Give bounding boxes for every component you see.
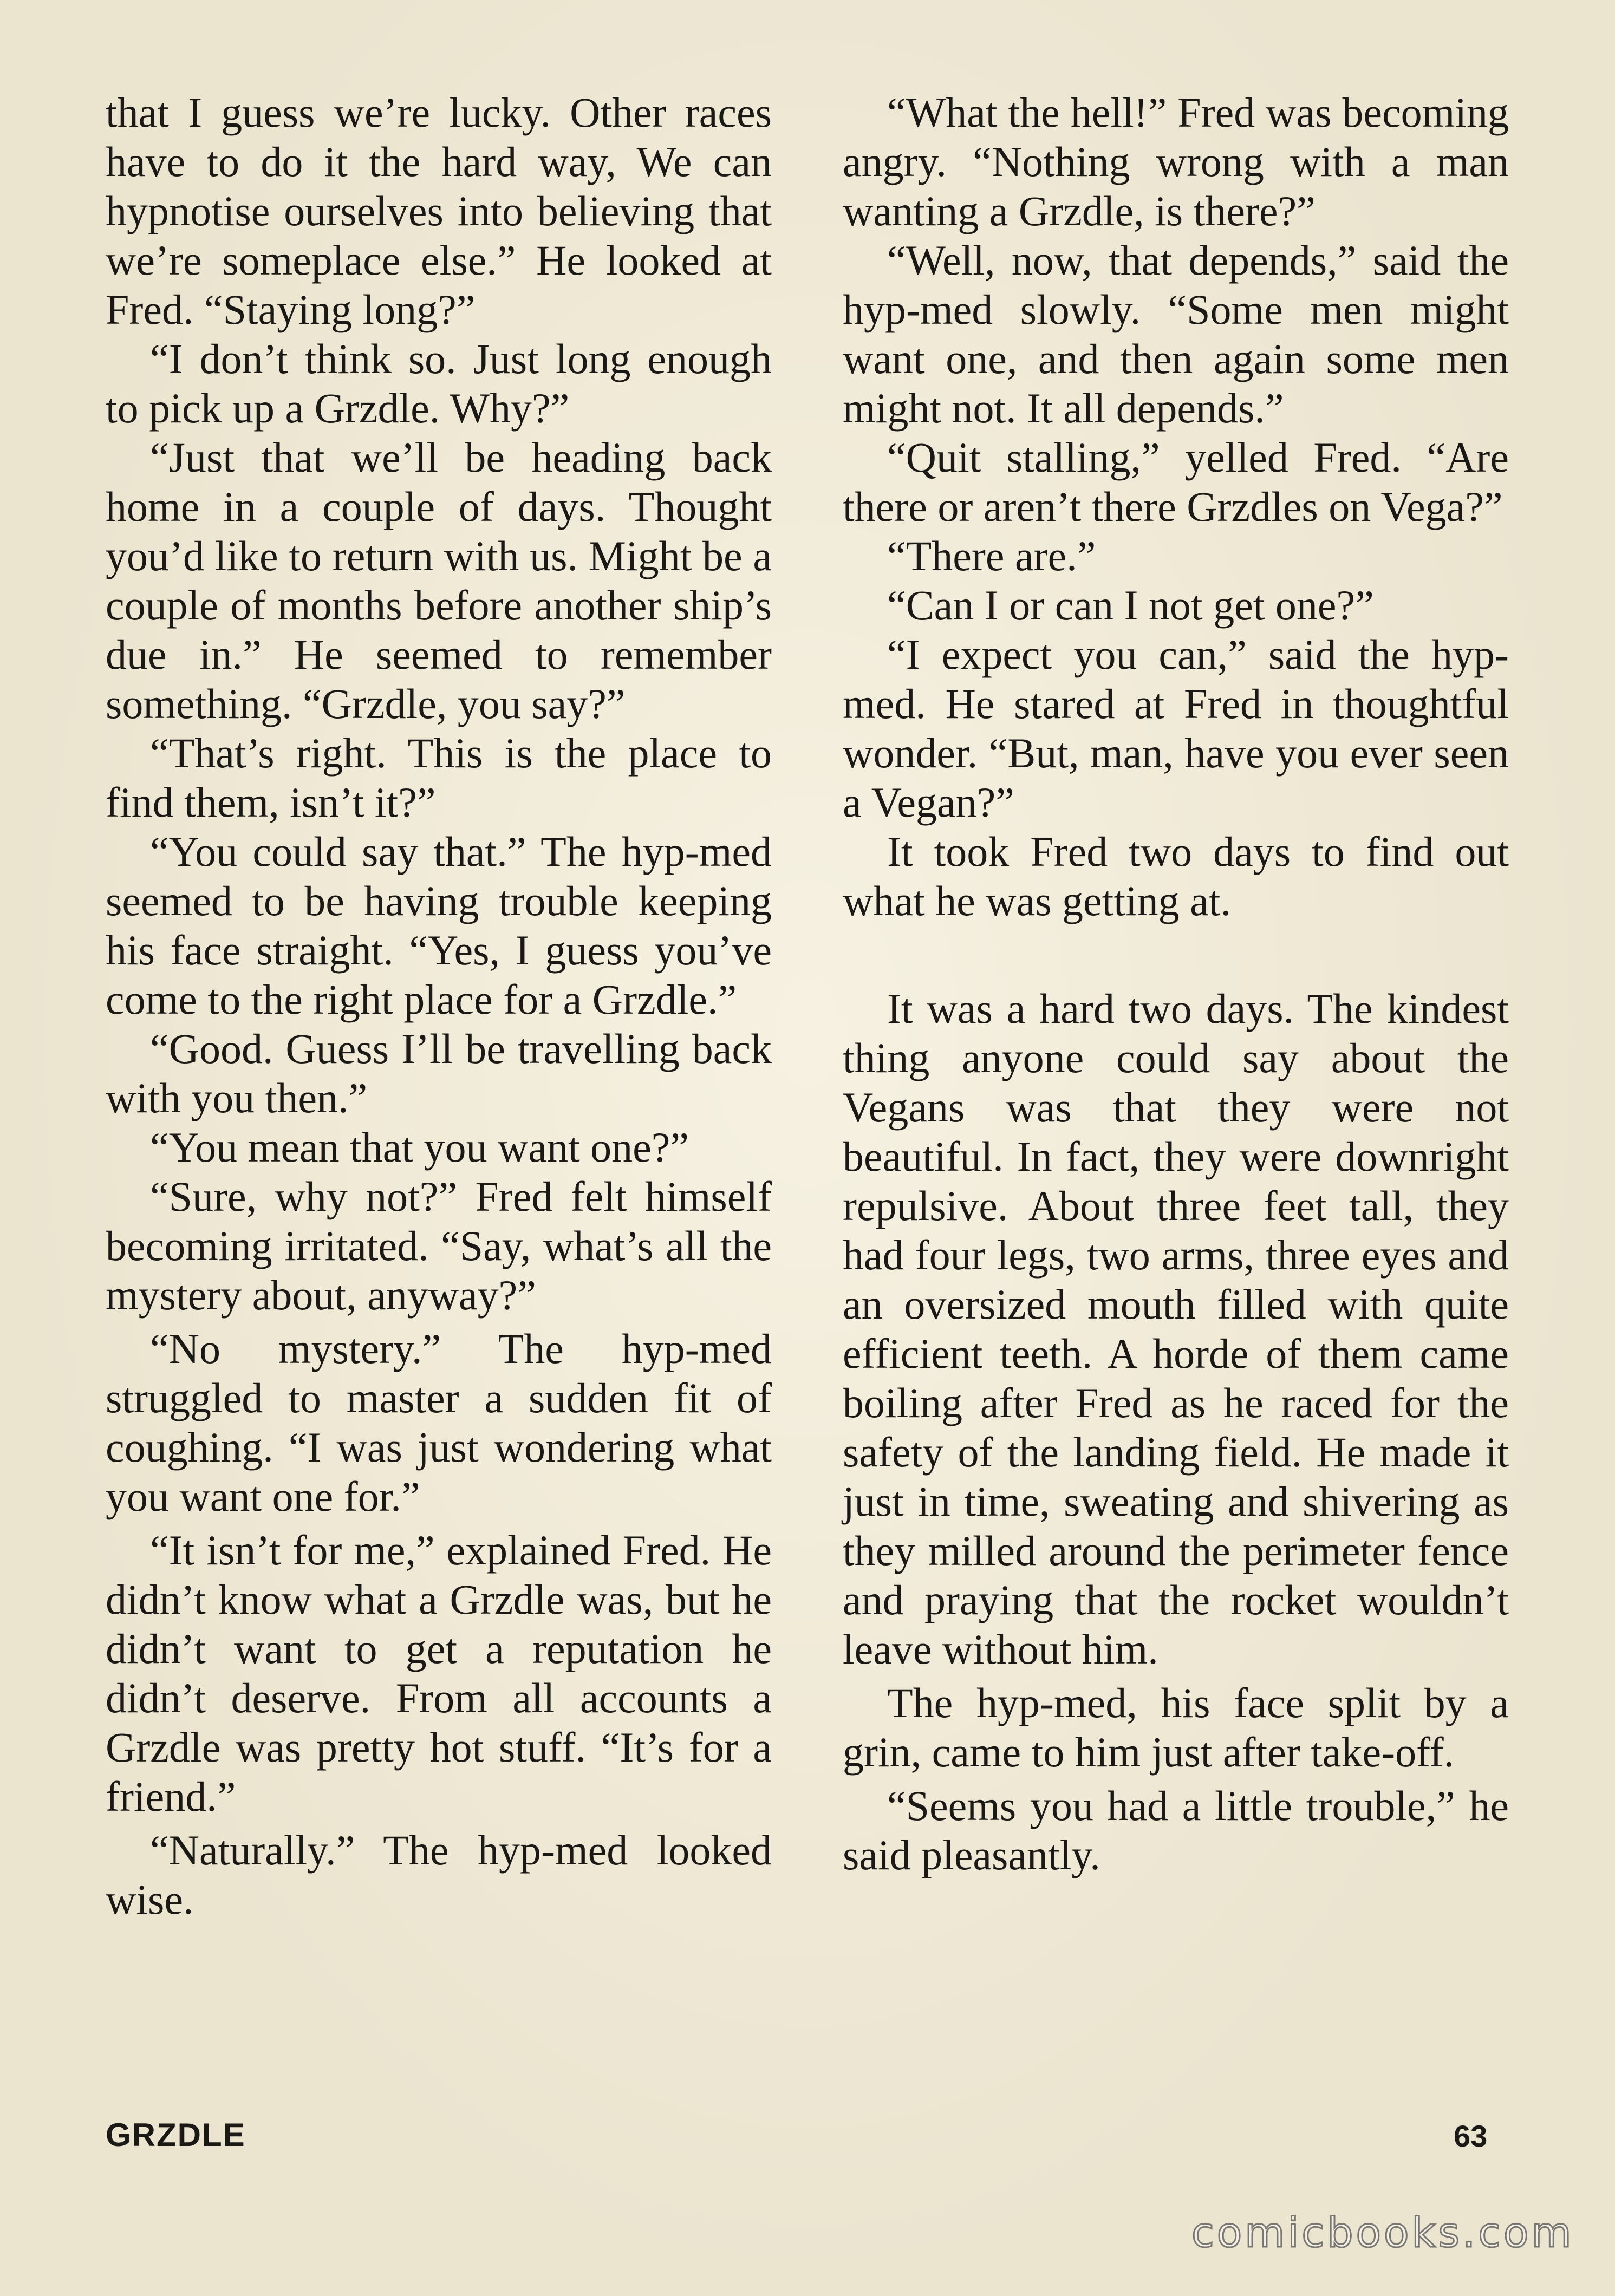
- paragraph: “That’s right. This is the place to find them, isn’t it?”: [106, 729, 772, 826]
- paragraph: The hyp-med, his face split by a grin, came to him just after take-off.: [843, 1679, 1509, 1776]
- watermark: comicbooks.com: [1191, 2208, 1574, 2256]
- paragraph: “Sure, why not?” Fred felt himself becoming irritated. “Say, what’s all the mystery about, anyway?”: [106, 1173, 772, 1319]
- paragraph: “Quit stalling,” yelled Fred. “Are there or aren’t there Grzdles on Vega?”: [843, 434, 1509, 530]
- paragraph: It took Fred two days to find out what he was getting at.: [843, 828, 1509, 924]
- paragraph: “Well, now, that depends,” said the hyp-med slowly. “Some men might want one, and then again some men might not. It all depends.”: [843, 237, 1509, 432]
- paragraph: “No mystery.” The hyp-med struggled to master a sudden fit of coughing. “I was just wondering what you want one for.”: [106, 1325, 772, 1520]
- paragraph: “Good. Guess I’ll be travelling back with you then.”: [106, 1025, 772, 1121]
- paragraph: “Can I or can I not get one?”: [887, 582, 1374, 629]
- running-footer-title: GRZDLE: [106, 2117, 246, 2153]
- left-text-column: [106, 88, 772, 1924]
- page-number: 63: [1454, 2119, 1488, 2153]
- paragraph: “Seems you had a little trouble,” he said pleasantly.: [843, 1782, 1509, 1878]
- paragraph: “You mean that you want one?”: [150, 1124, 689, 1171]
- paragraph: “Naturally.” The hyp-med looked wise.: [106, 1827, 772, 1923]
- paragraph: “You could say that.” The hyp-med seemed to be having trouble keeping his face straight. “Yes, I guess you’ve come to the right place for a Grzdle.”: [106, 828, 772, 1023]
- paragraph: that I guess we’re lucky. Other races have to do it the hard way, We can hypnotise ourselves into believing that we’re someplace else.” He looked at Fred. “Staying long?”: [106, 89, 772, 333]
- paragraph: “I expect you can,” said the hyp-med. He stared at Fred in thoughtful wonder. “But, man, have you ever seen a Vegan?”: [843, 631, 1509, 826]
- paragraph: It was a hard two days. The kindest thing anyone could say about the Vegans was that they were not beautiful. In fact, they were downright repulsive. About three feet tall, they had four legs, two arms, three eyes and an oversized mouth filled with quite efficient teeth. A horde of them came boiling after Fred as he raced for the safety of the landing field. He made it just in time, sweating and shivering as they milled around the perimeter fence and praying that the rocket wouldn’t leave without him.: [843, 985, 1509, 1673]
- right-text-column: [843, 88, 1509, 1880]
- paragraph: “What the hell!” Fred was becoming angry. “Nothing wrong with a man wanting a Grzdle, is there?”: [843, 89, 1509, 234]
- paragraph: “It isn’t for me,” explained Fred. He didn’t know what a Grzdle was, but he didn’t want to get a reputation he didn’t deserve. From all accounts a Grzdle was pretty hot stuff. “It’s for a friend.”: [106, 1527, 772, 1820]
- paragraph: “There are.”: [887, 532, 1096, 579]
- paragraph: “I don’t think so. Just long enough to pick up a Grzdle. Why?”: [106, 335, 772, 432]
- paragraph: “Just that we’ll be heading back home in a couple of days. Thought you’d like to return with us. Might be a couple of months before another ship’s due in.” He seemed to remember something. “Grzdle, you say?”: [106, 434, 772, 727]
